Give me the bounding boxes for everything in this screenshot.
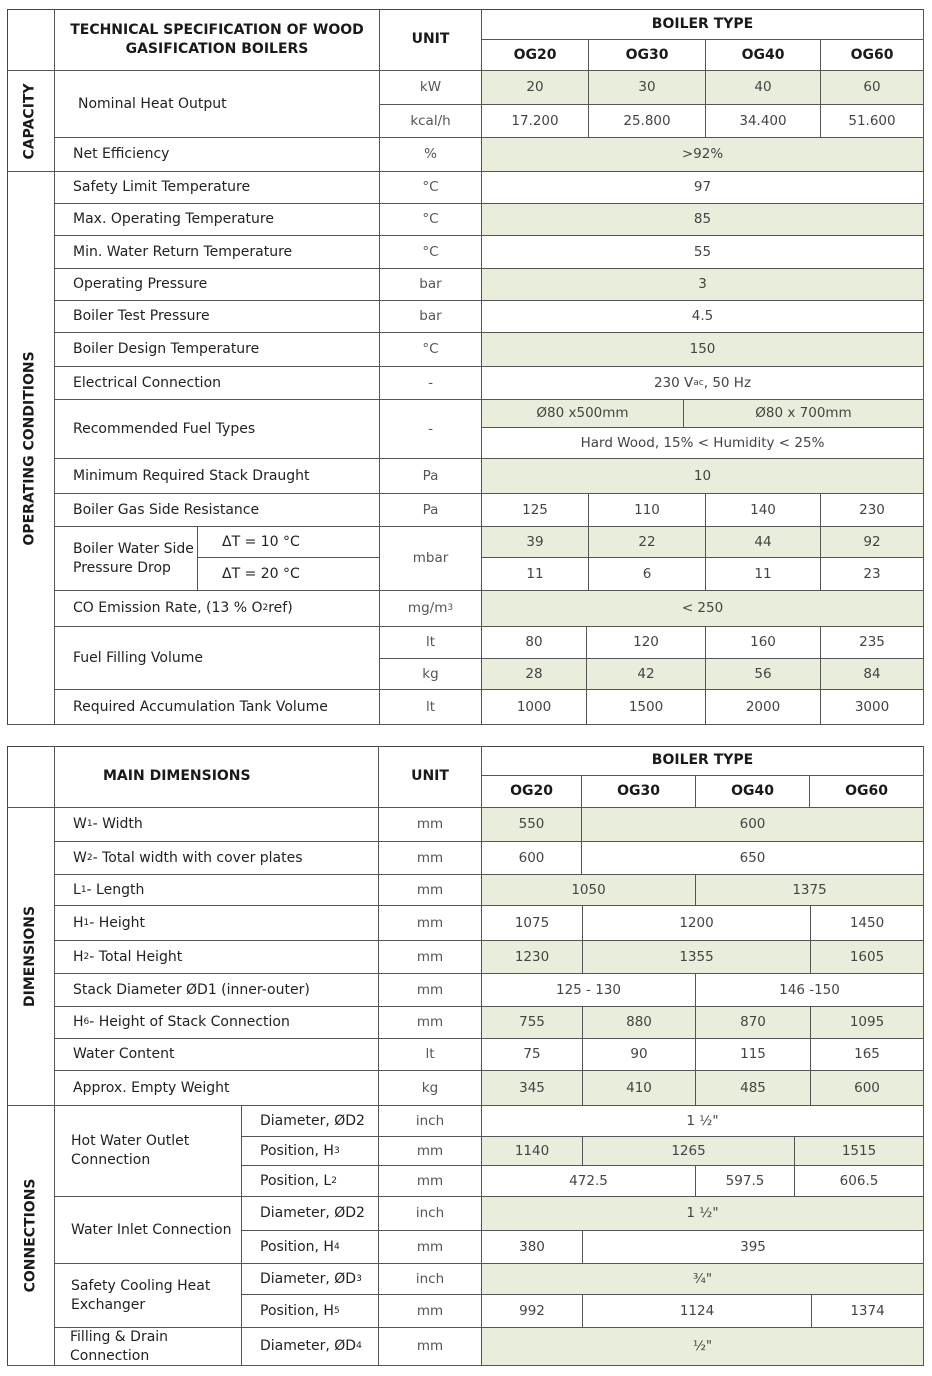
row-label-fuel-filling-volume: Fuel Filling Volume bbox=[55, 627, 380, 690]
w1-symbol: W bbox=[73, 816, 87, 833]
d3-label: Diameter, ØD bbox=[260, 1270, 357, 1287]
section-operating-label: OPERATING CONDITIONS bbox=[22, 350, 39, 546]
d4-subscript: 4 bbox=[356, 1341, 362, 1352]
unit-recommended-fuel: - bbox=[380, 400, 482, 459]
electrical-frequency: , 50 Hz bbox=[703, 374, 752, 391]
l1-subscript: 1 bbox=[80, 884, 87, 895]
value-min-water-return-temp: 55 bbox=[482, 236, 924, 269]
unit-safety-limit-temp: °C bbox=[380, 172, 482, 204]
section-connections bbox=[7, 1106, 55, 1366]
value-water-og40: 115 bbox=[696, 1039, 811, 1071]
row-label-boiler-design-temp: Boiler Design Temperature bbox=[55, 333, 380, 367]
row-label-boiler-test-pressure: Boiler Test Pressure bbox=[55, 301, 380, 333]
unit-w1: mm bbox=[379, 808, 482, 842]
section-capacity bbox=[7, 71, 55, 172]
value-operating-pressure: 3 bbox=[482, 269, 924, 301]
value-l1-og20-og30: 1050 bbox=[482, 875, 696, 906]
row-label-safety-limit-temp: Safety Limit Temperature bbox=[55, 172, 380, 204]
value-h5-og30-og40: 1124 bbox=[583, 1295, 812, 1328]
section-dimensions bbox=[7, 808, 55, 1106]
row-label-w2 bbox=[55, 842, 379, 875]
w1-label: - Width bbox=[92, 816, 143, 833]
group-label-filling-drain: Filling & Drain Connection bbox=[55, 1328, 242, 1366]
unit-h1: mm bbox=[379, 906, 482, 941]
h5-subscript: 5 bbox=[333, 1305, 340, 1316]
group-label-water-inlet: Water Inlet Connection bbox=[55, 1197, 242, 1264]
value-tank-og40: 2000 bbox=[706, 690, 821, 725]
header-corner bbox=[7, 9, 55, 71]
value-h3-og30-og40: 1265 bbox=[583, 1137, 795, 1166]
value-tank-og60: 3000 bbox=[821, 690, 924, 725]
value-safety-limit-temp: 97 bbox=[482, 172, 924, 204]
value-fuel-lt-og60: 235 bbox=[821, 627, 924, 659]
unit-h2: mm bbox=[379, 941, 482, 974]
value-dt20-og60: 23 bbox=[821, 558, 924, 591]
value-fuel-lt-og40: 160 bbox=[706, 627, 821, 659]
value-w2-og30-og60: 650 bbox=[582, 842, 924, 875]
model-header-og40: OG40 bbox=[696, 776, 810, 808]
h4-label: Position, H bbox=[260, 1238, 334, 1255]
h4-subscript: 4 bbox=[333, 1241, 340, 1252]
value-net-efficiency: >92% bbox=[482, 138, 924, 172]
value-safety-cooling-d3: ¾" bbox=[482, 1264, 924, 1295]
value-kw-og30: 30 bbox=[589, 71, 706, 105]
value-h6-og20: 755 bbox=[482, 1007, 583, 1039]
value-kcal-og40: 34.400 bbox=[706, 105, 821, 138]
value-kw-og40: 40 bbox=[706, 71, 821, 105]
boiler-type-header: BOILER TYPE bbox=[482, 9, 924, 40]
value-max-operating-temp: 85 bbox=[482, 204, 924, 236]
co-emission-o2-subscript: 2 bbox=[262, 603, 269, 614]
value-kcal-og20: 17.200 bbox=[482, 105, 589, 138]
value-h4-og30-og60: 395 bbox=[583, 1231, 924, 1264]
row-label-max-operating-temp: Max. Operating Temperature bbox=[55, 204, 380, 236]
row-label-stack-diameter: Stack Diameter ØD1 (inner-outer) bbox=[55, 974, 379, 1007]
unit-water-inlet-d2: inch bbox=[379, 1197, 482, 1231]
unit-filling-drain-d4: mm bbox=[379, 1328, 482, 1366]
row-label-electrical-connection: Electrical Connection bbox=[55, 367, 380, 400]
row-label-min-water-return-temp: Min. Water Return Temperature bbox=[55, 236, 380, 269]
value-gas-resistance-og40: 140 bbox=[706, 494, 821, 527]
value-water-og30: 90 bbox=[583, 1039, 696, 1071]
row-label-water-content: Water Content bbox=[55, 1039, 379, 1071]
d4-label: Diameter, ØD bbox=[260, 1338, 357, 1355]
label-dt20: ΔT = 20 °C bbox=[198, 558, 380, 591]
value-h4-og20: 380 bbox=[482, 1231, 583, 1264]
value-kw-og20: 20 bbox=[482, 71, 589, 105]
value-kcal-og60: 51.600 bbox=[821, 105, 924, 138]
value-h1-og60: 1450 bbox=[811, 906, 924, 941]
unit-safety-cooling-d3: inch bbox=[379, 1264, 482, 1295]
unit-h6: mm bbox=[379, 1007, 482, 1039]
label-hot-outlet-h3 bbox=[242, 1137, 379, 1166]
value-h5-og20: 992 bbox=[482, 1295, 583, 1328]
h5-label: Position, H bbox=[260, 1302, 334, 1319]
model-header-og20: OG20 bbox=[482, 40, 589, 71]
value-fuel-size-large: Ø80 x 700mm bbox=[684, 400, 924, 428]
value-fuel-kg-og60: 84 bbox=[821, 659, 924, 690]
row-label-h2 bbox=[55, 941, 379, 974]
row-label-gas-side-resistance: Boiler Gas Side Resistance bbox=[55, 494, 380, 527]
value-stack-og20-og30: 125 - 130 bbox=[482, 974, 696, 1007]
section-operating-conditions bbox=[7, 172, 55, 725]
value-w1-og30-og60: 600 bbox=[582, 808, 924, 842]
l1-label: - Length bbox=[86, 881, 145, 898]
value-gas-resistance-og20: 125 bbox=[482, 494, 589, 527]
unit-stack-diameter: mm bbox=[379, 974, 482, 1007]
value-h6-og40: 870 bbox=[696, 1007, 811, 1039]
value-h3-og60: 1515 bbox=[795, 1137, 924, 1166]
unit-w2: mm bbox=[379, 842, 482, 875]
row-label-min-stack-draught: Minimum Required Stack Draught bbox=[55, 459, 380, 494]
value-h2-og60: 1605 bbox=[811, 941, 924, 974]
label-hot-outlet-l2 bbox=[242, 1166, 379, 1197]
electrical-voltage: 230 V bbox=[653, 374, 694, 391]
label-water-inlet-d2: Diameter, ØD2 bbox=[242, 1197, 379, 1231]
value-dt10-og40: 44 bbox=[706, 527, 821, 558]
model-header-og20: OG20 bbox=[482, 776, 582, 808]
value-water-inlet-d2: 1 ½" bbox=[482, 1197, 924, 1231]
section-capacity-label: CAPACITY bbox=[22, 82, 39, 160]
value-filling-drain-d4: ½" bbox=[482, 1328, 924, 1366]
w2-symbol: W bbox=[73, 849, 87, 866]
model-header-og60: OG60 bbox=[821, 40, 924, 71]
w1-subscript: 1 bbox=[86, 819, 93, 830]
h2-label: - Total Height bbox=[89, 948, 183, 965]
electrical-ac-subscript: ac bbox=[693, 377, 704, 388]
model-header-og40: OG40 bbox=[706, 40, 821, 71]
unit-net-efficiency: % bbox=[380, 138, 482, 172]
value-gas-resistance-og30: 110 bbox=[589, 494, 706, 527]
h6-subscript: 6 bbox=[83, 1017, 90, 1028]
value-water-og60: 165 bbox=[811, 1039, 924, 1071]
value-fuel-lt-og20: 80 bbox=[482, 627, 587, 659]
section-connections-label: CONNECTIONS bbox=[22, 1178, 39, 1293]
label-safety-cooling-d3 bbox=[242, 1264, 379, 1295]
h1-subscript: 1 bbox=[83, 917, 90, 928]
unit-kw: kW bbox=[380, 71, 482, 105]
value-dt10-og20: 39 bbox=[482, 527, 589, 558]
boiler-type-header: BOILER TYPE bbox=[482, 746, 924, 776]
row-label-h1 bbox=[55, 906, 379, 941]
value-min-stack-draught: 10 bbox=[482, 459, 924, 494]
h1-label: - Height bbox=[89, 914, 146, 931]
unit-co-emission bbox=[380, 591, 482, 627]
value-fuel-kg-og40: 56 bbox=[706, 659, 821, 690]
value-l2-og20-og30: 472.5 bbox=[482, 1166, 696, 1197]
value-h6-og60: 1095 bbox=[811, 1007, 924, 1039]
unit-header: UNIT bbox=[379, 746, 482, 808]
value-dt10-og60: 92 bbox=[821, 527, 924, 558]
value-boiler-test-pressure: 4.5 bbox=[482, 301, 924, 333]
unit-header: UNIT bbox=[380, 9, 482, 71]
h2-symbol: H bbox=[73, 948, 84, 965]
row-label-recommended-fuel: Recommended Fuel Types bbox=[55, 400, 380, 459]
label-filling-drain-d4 bbox=[242, 1328, 379, 1366]
unit-fuel-filling-lt: lt bbox=[380, 627, 482, 659]
unit-hot-outlet-l2: mm bbox=[379, 1166, 482, 1197]
value-tank-og20: 1000 bbox=[482, 690, 587, 725]
row-label-h6 bbox=[55, 1007, 379, 1039]
table-title: TECHNICAL SPECIFICATION OF WOOD GASIFICATION BOILERS bbox=[55, 9, 380, 71]
value-h2-og30-og40: 1355 bbox=[583, 941, 811, 974]
unit-boiler-test-pressure: bar bbox=[380, 301, 482, 333]
d3-subscript: 3 bbox=[356, 1273, 362, 1284]
row-label-operating-pressure: Operating Pressure bbox=[55, 269, 380, 301]
h6-symbol: H bbox=[73, 1014, 84, 1031]
section-dimensions-label: DIMENSIONS bbox=[22, 905, 39, 1008]
unit-kcal: kcal/h bbox=[380, 105, 482, 138]
value-stack-og40-og60: 146 -150 bbox=[696, 974, 924, 1007]
label-dt10: ΔT = 10 °C bbox=[198, 527, 380, 558]
header-corner bbox=[7, 746, 55, 808]
model-header-og30: OG30 bbox=[589, 40, 706, 71]
l2-subscript: 2 bbox=[331, 1175, 337, 1186]
unit-water-content: lt bbox=[379, 1039, 482, 1071]
value-h3-og20: 1140 bbox=[482, 1137, 583, 1166]
value-h5-og60: 1374 bbox=[812, 1295, 924, 1328]
value-boiler-design-temp: 150 bbox=[482, 333, 924, 367]
value-dt20-og40: 11 bbox=[706, 558, 821, 591]
value-tank-og30: 1500 bbox=[587, 690, 706, 725]
unit-fuel-filling-kg: kg bbox=[380, 659, 482, 690]
h3-subscript: 3 bbox=[333, 1145, 340, 1156]
w2-label: - Total width with cover plates bbox=[92, 849, 303, 866]
unit-min-stack-draught: Pa bbox=[380, 459, 482, 494]
value-h1-og20: 1075 bbox=[482, 906, 583, 941]
row-label-l1 bbox=[55, 875, 379, 906]
label-safety-cooling-h5 bbox=[242, 1295, 379, 1328]
dimensions-title: MAIN DIMENSIONS bbox=[55, 746, 379, 808]
unit-empty-weight: kg bbox=[379, 1071, 482, 1106]
value-dt20-og20: 11 bbox=[482, 558, 589, 591]
co-emission-unit: mg/m bbox=[407, 600, 448, 617]
unit-water-side-pressure-drop: mbar bbox=[380, 527, 482, 591]
label-water-inlet-h4 bbox=[242, 1231, 379, 1264]
unit-l1: mm bbox=[379, 875, 482, 906]
co-emission-label: CO Emission Rate, (13 % O bbox=[73, 600, 263, 617]
row-label-co-emission bbox=[55, 591, 380, 627]
row-label-w1 bbox=[55, 808, 379, 842]
value-l1-og40-og60: 1375 bbox=[696, 875, 924, 906]
value-kcal-og30: 25.800 bbox=[589, 105, 706, 138]
l2-label: Position, L bbox=[260, 1172, 332, 1189]
value-water-og20: 75 bbox=[482, 1039, 583, 1071]
row-label-water-side-pressure-drop: Boiler Water Side Pressure Drop bbox=[55, 527, 198, 591]
value-weight-og40: 485 bbox=[696, 1071, 811, 1106]
value-h2-og20: 1230 bbox=[482, 941, 583, 974]
value-hot-outlet-d2: 1 ½" bbox=[482, 1106, 924, 1137]
value-fuel-kg-og30: 42 bbox=[587, 659, 706, 690]
row-label-empty-weight: Approx. Empty Weight bbox=[55, 1071, 379, 1106]
row-label-nominal-heat-output: Nominal Heat Output bbox=[55, 71, 380, 138]
unit-safety-cooling-h5: mm bbox=[379, 1295, 482, 1328]
unit-water-inlet-h4: mm bbox=[379, 1231, 482, 1264]
h6-label: - Height of Stack Connection bbox=[89, 1014, 290, 1031]
w2-subscript: 2 bbox=[86, 852, 93, 863]
h1-symbol: H bbox=[73, 914, 84, 931]
value-l2-og40: 597.5 bbox=[696, 1166, 795, 1197]
h3-label: Position, H bbox=[260, 1142, 334, 1159]
co-emission-label-tail: ref) bbox=[268, 600, 293, 617]
group-label-hot-water-outlet: Hot Water Outlet Connection bbox=[55, 1106, 242, 1197]
group-label-safety-cooling: Safety Cooling Heat Exchanger bbox=[55, 1264, 242, 1328]
h2-subscript: 2 bbox=[83, 951, 90, 962]
model-header-og60: OG60 bbox=[810, 776, 924, 808]
co-emission-unit-sup: 3 bbox=[447, 603, 454, 614]
value-h1-og30-og40: 1200 bbox=[583, 906, 811, 941]
unit-operating-pressure: bar bbox=[380, 269, 482, 301]
value-fuel-kg-og20: 28 bbox=[482, 659, 587, 690]
value-dt10-og30: 22 bbox=[589, 527, 706, 558]
value-electrical-connection bbox=[482, 367, 924, 400]
unit-boiler-design-temp: °C bbox=[380, 333, 482, 367]
value-weight-og20: 345 bbox=[482, 1071, 583, 1106]
row-label-net-efficiency: Net Efficiency bbox=[55, 138, 380, 172]
value-fuel-lt-og30: 120 bbox=[587, 627, 706, 659]
label-hot-outlet-d2: Diameter, ØD2 bbox=[242, 1106, 379, 1137]
unit-max-operating-temp: °C bbox=[380, 204, 482, 236]
value-dt20-og30: 6 bbox=[589, 558, 706, 591]
l1-symbol: L bbox=[73, 881, 81, 898]
value-l2-og60: 606.5 bbox=[795, 1166, 924, 1197]
value-fuel-wood: Hard Wood, 15% < Humidity < 25% bbox=[482, 428, 924, 459]
value-w1-og20: 550 bbox=[482, 808, 582, 842]
row-label-accumulation-tank: Required Accumulation Tank Volume bbox=[55, 690, 380, 725]
value-gas-resistance-og60: 230 bbox=[821, 494, 924, 527]
model-header-og30: OG30 bbox=[582, 776, 696, 808]
value-co-emission: < 250 bbox=[482, 591, 924, 627]
value-w2-og20: 600 bbox=[482, 842, 582, 875]
unit-min-water-return-temp: °C bbox=[380, 236, 482, 269]
unit-accumulation-tank: lt bbox=[380, 690, 482, 725]
unit-electrical-connection: - bbox=[380, 367, 482, 400]
unit-hot-outlet-d2: inch bbox=[379, 1106, 482, 1137]
value-fuel-size-small: Ø80 x500mm bbox=[482, 400, 684, 428]
value-h6-og30: 880 bbox=[583, 1007, 696, 1039]
unit-hot-outlet-h3: mm bbox=[379, 1137, 482, 1166]
value-weight-og60: 600 bbox=[811, 1071, 924, 1106]
value-kw-og60: 60 bbox=[821, 71, 924, 105]
unit-gas-side-resistance: Pa bbox=[380, 494, 482, 527]
value-weight-og30: 410 bbox=[583, 1071, 696, 1106]
